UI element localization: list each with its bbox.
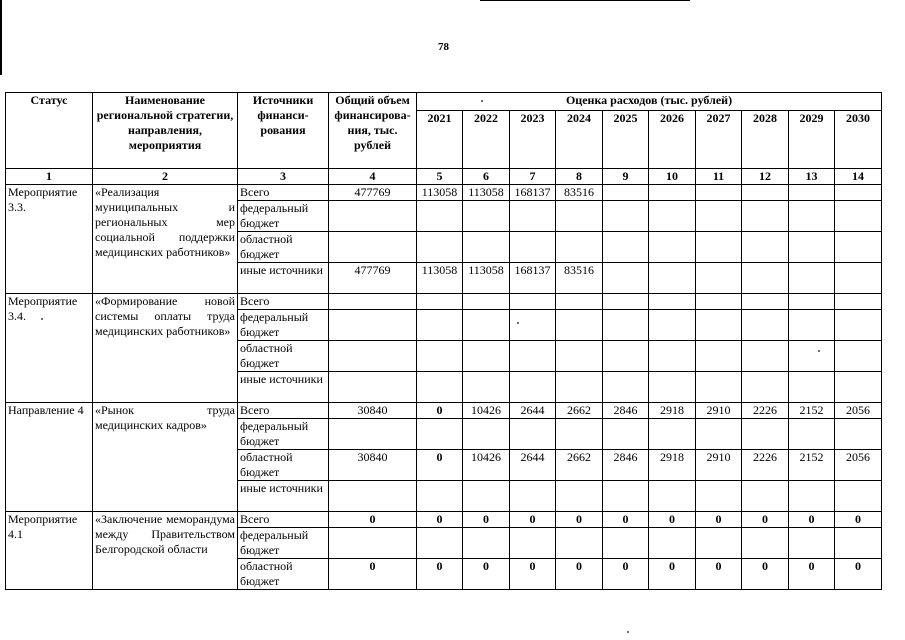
header-column-number: 12 <box>742 169 789 185</box>
row-source: иные источники <box>238 481 329 512</box>
row-value: 2226 <box>742 403 789 419</box>
row-value: 2056 <box>835 403 882 419</box>
row-value: 113058 <box>417 263 463 294</box>
row-value <box>835 372 882 403</box>
row-value <box>835 310 882 341</box>
row-value <box>510 201 556 232</box>
row-value <box>510 310 556 341</box>
row-source: областной бюджет <box>238 450 329 481</box>
row-value: 83516 <box>556 263 603 294</box>
row-value <box>603 263 649 294</box>
row-value <box>556 341 603 372</box>
row-value: 0 <box>463 559 510 590</box>
row-value <box>463 294 510 310</box>
row-value <box>742 201 789 232</box>
row-value <box>742 263 789 294</box>
row-value <box>463 310 510 341</box>
row-value <box>649 201 696 232</box>
row-value: 0 <box>463 512 510 528</box>
row-value <box>603 419 649 450</box>
row-value: 0 <box>417 559 463 590</box>
row-value <box>510 419 556 450</box>
row-total: 477769 <box>329 185 417 201</box>
row-value <box>463 201 510 232</box>
row-value <box>696 372 742 403</box>
row-value <box>603 372 649 403</box>
row-total: 0 <box>329 512 417 528</box>
row-value: 2644 <box>510 403 556 419</box>
row-value <box>789 263 835 294</box>
row-value: 0 <box>742 512 789 528</box>
row-value <box>835 341 882 372</box>
header-column-number: 9 <box>603 169 649 185</box>
row-value <box>789 294 835 310</box>
row-value <box>463 419 510 450</box>
row-value: 0 <box>603 559 649 590</box>
header-name: Наименование региональной стратегии, направления, мероприятия <box>93 93 238 169</box>
row-value: 0 <box>696 512 742 528</box>
row-value <box>835 419 882 450</box>
row-value <box>510 232 556 263</box>
row-value <box>696 232 742 263</box>
row-value <box>463 528 510 559</box>
table-row <box>6 512 882 528</box>
row-value <box>789 310 835 341</box>
row-value <box>417 528 463 559</box>
row-source: областной бюджет <box>238 559 329 590</box>
row-value: 2056 <box>835 450 882 481</box>
header-column-numbers <box>6 169 882 185</box>
row-value <box>649 419 696 450</box>
row-total <box>329 372 417 403</box>
row-value <box>649 341 696 372</box>
row-value <box>742 419 789 450</box>
row-value <box>696 201 742 232</box>
row-value <box>463 481 510 512</box>
row-value: 2644 <box>510 450 556 481</box>
row-value <box>835 528 882 559</box>
row-value: 0 <box>649 559 696 590</box>
table-row <box>6 185 882 201</box>
row-value: 2226 <box>742 450 789 481</box>
header-column-number: 2 <box>93 169 238 185</box>
row-value <box>789 528 835 559</box>
row-value: 2662 <box>556 450 603 481</box>
row-value: 168137 <box>510 263 556 294</box>
row-source: областной бюджет <box>238 232 329 263</box>
row-value: 10426 <box>463 403 510 419</box>
row-name: «Рынок труда медицинских кадров» <box>93 403 238 512</box>
row-value: 0 <box>556 559 603 590</box>
row-value: 113058 <box>417 185 463 201</box>
budget-table <box>5 92 882 590</box>
row-status: Мероприятие 3.3. <box>6 185 93 294</box>
row-name: «Заключение меморандума между Правительством Белгородской области <box>93 512 238 590</box>
header-year: 2025 <box>603 111 649 169</box>
row-total: 30840 <box>329 450 417 481</box>
page-left-rule <box>0 0 2 75</box>
row-value: 0 <box>510 559 556 590</box>
row-value: 2910 <box>696 450 742 481</box>
header-column-number: 14 <box>835 169 882 185</box>
row-value <box>835 481 882 512</box>
header-year: 2021 <box>417 111 463 169</box>
header-year: 2024 <box>556 111 603 169</box>
row-value: 0 <box>789 559 835 590</box>
header-column-number: 13 <box>789 169 835 185</box>
row-value <box>742 528 789 559</box>
table-body <box>6 185 882 590</box>
row-value: 2918 <box>649 450 696 481</box>
row-value: 0 <box>417 403 463 419</box>
page-top-rule <box>480 0 690 1</box>
row-name: «Формирование новой системы оплаты труда медицинских работников» <box>93 294 238 403</box>
row-value: 2846 <box>603 450 649 481</box>
row-source: Всего <box>238 294 329 310</box>
row-value <box>463 372 510 403</box>
page-number: 78 <box>438 41 449 53</box>
row-value <box>696 341 742 372</box>
row-source: иные источники <box>238 372 329 403</box>
row-value <box>556 294 603 310</box>
header-column-number: 7 <box>510 169 556 185</box>
row-value <box>649 294 696 310</box>
row-value: 0 <box>510 512 556 528</box>
row-total <box>329 528 417 559</box>
row-value <box>649 185 696 201</box>
row-value <box>789 341 835 372</box>
row-value <box>556 528 603 559</box>
row-value <box>742 294 789 310</box>
row-source: федеральный бюджет <box>238 419 329 450</box>
table-row <box>6 403 882 419</box>
row-source: федеральный бюджет <box>238 528 329 559</box>
row-value <box>696 185 742 201</box>
header-expenses: Оценка расходов (тыс. рублей) <box>417 93 882 111</box>
row-value <box>696 294 742 310</box>
header-year: 2029 <box>789 111 835 169</box>
table-row <box>6 294 882 310</box>
row-value: 0 <box>556 512 603 528</box>
row-source: федеральный бюджет <box>238 310 329 341</box>
scan-speck <box>627 631 629 633</box>
row-value <box>417 310 463 341</box>
row-value: 2152 <box>789 403 835 419</box>
row-total <box>329 232 417 263</box>
row-value: 0 <box>603 512 649 528</box>
row-value <box>510 341 556 372</box>
row-value <box>556 419 603 450</box>
row-value <box>649 528 696 559</box>
row-source: Всего <box>238 185 329 201</box>
row-value <box>742 232 789 263</box>
header-column-number: 11 <box>696 169 742 185</box>
header-year: 2027 <box>696 111 742 169</box>
row-value: 168137 <box>510 185 556 201</box>
row-value <box>556 310 603 341</box>
row-total: 477769 <box>329 263 417 294</box>
row-value <box>603 232 649 263</box>
row-total <box>329 310 417 341</box>
header-column-number: 3 <box>238 169 329 185</box>
row-value <box>649 310 696 341</box>
row-value: 113058 <box>463 185 510 201</box>
row-value <box>649 372 696 403</box>
row-value <box>603 341 649 372</box>
row-value: 0 <box>696 559 742 590</box>
row-name: «Реализация муниципальных и региональных мер социальной поддержки медицинских работников» <box>93 185 238 294</box>
row-value <box>742 481 789 512</box>
row-value <box>603 201 649 232</box>
row-value <box>417 294 463 310</box>
row-total <box>329 481 417 512</box>
row-value <box>417 481 463 512</box>
row-value <box>603 481 649 512</box>
row-value <box>789 372 835 403</box>
row-value: 0 <box>742 559 789 590</box>
row-source: иные источники <box>238 263 329 294</box>
row-source: областной бюджет <box>238 341 329 372</box>
row-total <box>329 419 417 450</box>
row-value: 0 <box>417 450 463 481</box>
row-value <box>417 201 463 232</box>
row-total: 30840 <box>329 403 417 419</box>
row-value <box>556 232 603 263</box>
header-year: 2022 <box>463 111 510 169</box>
row-value <box>603 528 649 559</box>
row-value: 2910 <box>696 403 742 419</box>
row-total <box>329 341 417 372</box>
row-total: 0 <box>329 559 417 590</box>
row-value: 113058 <box>463 263 510 294</box>
row-value <box>510 481 556 512</box>
row-value <box>742 372 789 403</box>
row-total <box>329 294 417 310</box>
row-value <box>696 263 742 294</box>
row-value: 2662 <box>556 403 603 419</box>
row-value <box>835 232 882 263</box>
row-value <box>603 294 649 310</box>
header-year: 2030 <box>835 111 882 169</box>
row-source: Всего <box>238 512 329 528</box>
header-column-number: 1 <box>6 169 93 185</box>
row-value <box>789 185 835 201</box>
header-year: 2028 <box>742 111 789 169</box>
row-value <box>649 232 696 263</box>
row-value: 0 <box>835 559 882 590</box>
row-value <box>649 481 696 512</box>
row-value: 2918 <box>649 403 696 419</box>
row-status: Мероприятие 4.1 <box>6 512 93 590</box>
row-value: 0 <box>835 512 882 528</box>
row-value <box>556 201 603 232</box>
row-value <box>510 372 556 403</box>
row-value: 10426 <box>463 450 510 481</box>
row-value <box>463 232 510 263</box>
header-status: Статус <box>6 93 93 169</box>
row-value <box>835 185 882 201</box>
row-value <box>603 310 649 341</box>
row-value <box>742 185 789 201</box>
row-status: Мероприятие 3.4. <box>6 294 93 403</box>
row-value: 0 <box>649 512 696 528</box>
row-value: 83516 <box>556 185 603 201</box>
header-year: 2026 <box>649 111 696 169</box>
row-value <box>603 185 649 201</box>
row-source: Всего <box>238 403 329 419</box>
header-column-number: 6 <box>463 169 510 185</box>
header-column-number: 4 <box>329 169 417 185</box>
row-value <box>835 263 882 294</box>
row-value <box>510 294 556 310</box>
row-value <box>696 481 742 512</box>
row-value: 0 <box>417 512 463 528</box>
header-column-number: 8 <box>556 169 603 185</box>
row-value <box>835 201 882 232</box>
row-value <box>835 294 882 310</box>
row-value <box>556 481 603 512</box>
row-value <box>696 419 742 450</box>
header-column-number: 10 <box>649 169 696 185</box>
row-value <box>789 232 835 263</box>
row-value <box>696 310 742 341</box>
row-value: 0 <box>789 512 835 528</box>
row-value <box>789 201 835 232</box>
row-value: 2152 <box>789 450 835 481</box>
row-value <box>649 263 696 294</box>
row-status: Направление 4 <box>6 403 93 512</box>
row-total <box>329 201 417 232</box>
row-value <box>417 419 463 450</box>
row-value <box>417 232 463 263</box>
row-value <box>510 528 556 559</box>
header-total: Общий объем финансирова-ния, тыс. рублей <box>329 93 417 169</box>
row-value <box>417 341 463 372</box>
row-value <box>463 341 510 372</box>
row-value <box>556 372 603 403</box>
row-value <box>789 481 835 512</box>
row-value <box>789 419 835 450</box>
header-sources: Источники финанси-рования <box>238 93 329 169</box>
table-header <box>6 93 882 185</box>
header-year: 2023 <box>510 111 556 169</box>
header-column-number: 5 <box>417 169 463 185</box>
row-value <box>742 310 789 341</box>
row-value <box>417 372 463 403</box>
row-value <box>742 341 789 372</box>
row-value: 2846 <box>603 403 649 419</box>
row-value <box>696 528 742 559</box>
row-source: федеральный бюджет <box>238 201 329 232</box>
